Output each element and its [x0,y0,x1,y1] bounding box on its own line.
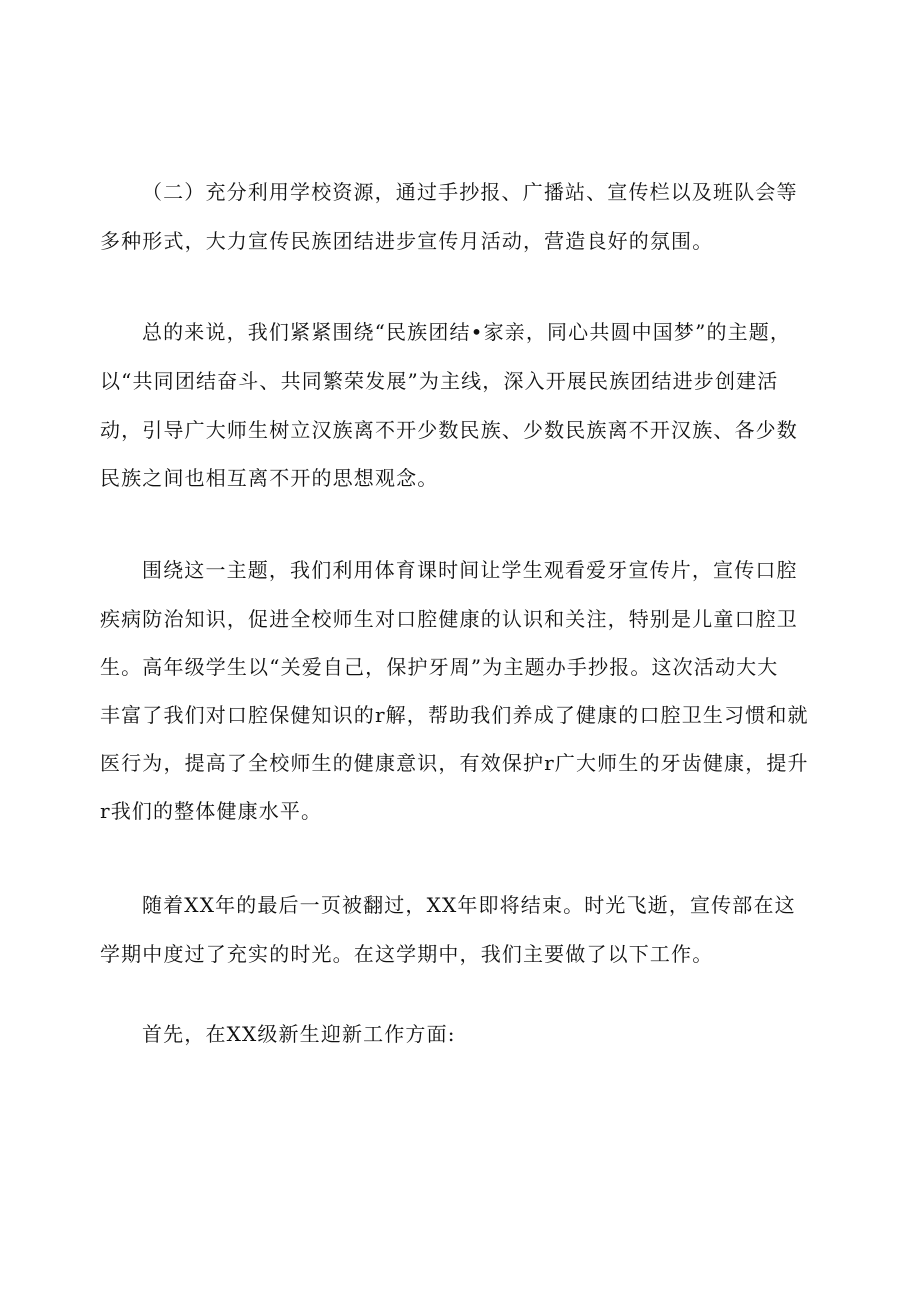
paragraph-2-line-1: 总的来说，我们紧紧围绕“民族团结•家亲，同心共圆中国梦”的主题， [142,320,792,344]
paragraph-4-line-2: 学期中度过了充实的时光。在这学期中，我们主要做了以下工作。 [100,942,714,966]
paragraph-1-line-1: （二）充分利用学校资源，通过手抄报、广播站、宣传栏以及班队会等 [142,180,798,204]
paragraph-3-line-2: 疾病防治知识，促进全校师生对口腔健康的认识和关注，特别是儿童口腔卫 [100,607,798,631]
paragraph-2-line-3: 动，引导广大师生树立汉族离不开少数民族、少数民族离不开汉族、各少数 [100,418,798,442]
paragraph-3-line-5: 医行为，提高了全校师生的健康意识，有效保护r广大师生的牙齿健康，提升 [100,751,809,775]
paragraph-3-line-4: 丰富了我们对口腔保健知识的r解，帮助我们养成了健康的口腔卫生习惯和就 [100,703,809,727]
paragraph-1-line-2: 多种形式，大力宣传民族团结进步宣传月活动，营造良好的氛围。 [100,229,714,253]
paragraph-3-line-1: 围绕这一主题，我们利用体育课时间让学生观看爱牙宣传片，宣传口腔 [142,558,798,582]
paragraph-2-line-4: 民族之间也相互离不开的思想观念。 [100,466,439,490]
paragraph-3-line-6: r我们的整体健康水平。 [100,799,323,823]
paragraph-2-line-2: 以“共同团结奋斗、共同繁荣发展”为主线，深入开展民族团结进步创建活 [100,369,779,393]
paragraph-3-line-3: 生。高年级学生以“关爱自己，保护牙周”为主题办手抄报。这次活动大大 [100,655,779,679]
paragraph-5-line-1: 首先，在XX级新生迎新工作方面: [142,1022,456,1046]
paragraph-4-line-1: 随着XX年的最后一页被翻过，XX年即将结束。时光飞逝，宣传部在这 [142,893,796,917]
